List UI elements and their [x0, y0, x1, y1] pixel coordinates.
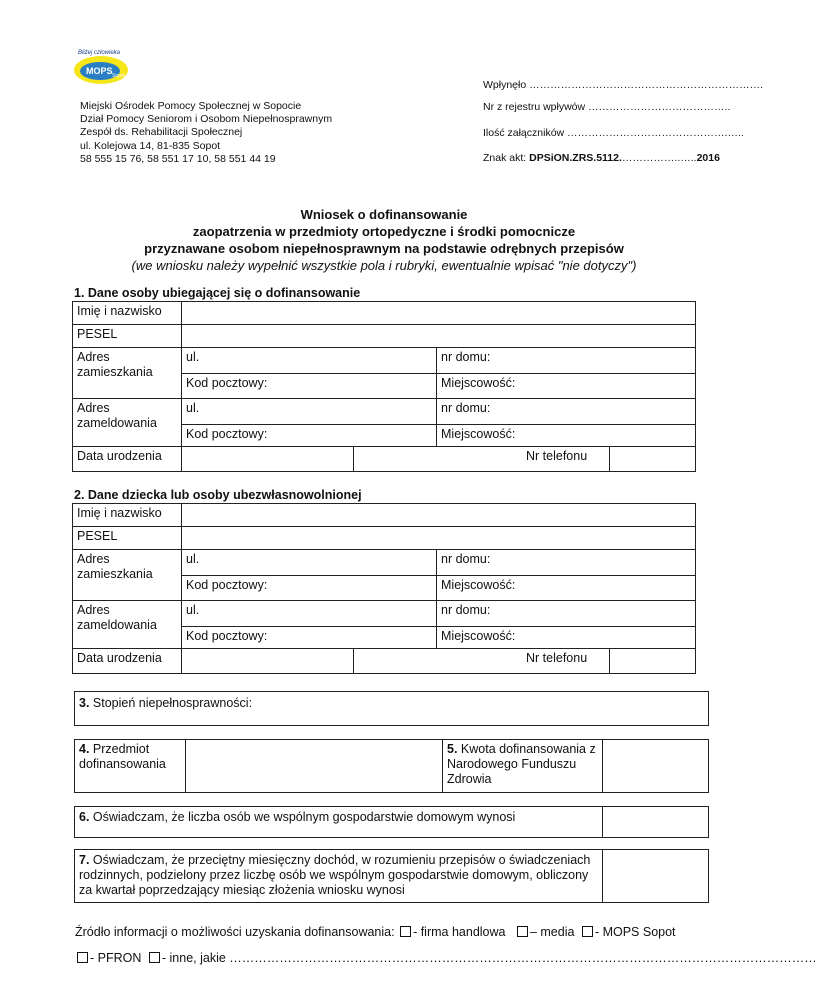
- income-row: [74, 849, 709, 903]
- household-size-row: [74, 806, 709, 838]
- info-source-label: Źródło informacji o możliwości uzyskania dofinansowania:: [75, 925, 395, 939]
- postal-code-input[interactable]: Kod pocztowy:: [182, 627, 437, 649]
- city-input[interactable]: Miejscowość:: [437, 425, 696, 447]
- phone-input[interactable]: [610, 447, 696, 472]
- checkbox-other[interactable]: [149, 952, 160, 963]
- title-line: przyznawane osobom niepełnosprawnym na podstawie odrębnych przepisów: [144, 241, 624, 256]
- section-number: 4.: [79, 742, 90, 756]
- file-dots: ……………..…..: [621, 152, 697, 164]
- info-source-line1: [75, 925, 715, 939]
- file-prefix: Znak akt:: [483, 152, 530, 164]
- registered-address-label: Adres zameldowania: [73, 601, 182, 649]
- subsidy-item-row: [74, 739, 709, 793]
- section-label: Przedmiot dofinansowania: [79, 742, 166, 771]
- postal-code-input[interactable]: Kod pocztowy:: [182, 425, 437, 447]
- option-label: - PFRON: [90, 951, 142, 965]
- title-line: Wniosek o dofinansowanie: [300, 207, 468, 222]
- checkbox-firma[interactable]: [400, 926, 411, 937]
- income-label: [79, 853, 595, 898]
- file-year: 2016: [696, 152, 720, 164]
- household-size-label: [79, 810, 599, 825]
- residence-address-label: Adres zamieszkania: [73, 348, 182, 399]
- postal-code-input[interactable]: Kod pocztowy:: [182, 374, 437, 399]
- phone-label: Nr telefonu: [354, 649, 610, 674]
- city-input[interactable]: Miejscowość:: [437, 576, 696, 601]
- institution-line: Dział Pomocy Seniorom i Osobom Niepełnosprawnym: [80, 113, 333, 126]
- svg-text:Sopot: Sopot: [112, 73, 126, 79]
- section-label: Stopień niepełnosprawności:: [89, 696, 253, 710]
- divider: [442, 740, 443, 792]
- street-input[interactable]: ul.: [182, 601, 437, 627]
- street-input[interactable]: ul.: [182, 550, 437, 576]
- institution-line: Zespół ds. Rehabilitacji Społecznej: [80, 126, 243, 139]
- postal-code-input[interactable]: Kod pocztowy:: [182, 576, 437, 601]
- pesel-input[interactable]: [182, 527, 696, 550]
- institution-line: 58 555 15 76, 58 551 17 10, 58 551 44 19: [80, 152, 276, 165]
- name-label: Imię i nazwisko: [73, 302, 182, 325]
- institution-line: ul. Kolejowa 14, 81-835 Sopot: [80, 139, 221, 152]
- checkbox-mops[interactable]: [582, 926, 593, 937]
- residence-address-label: Adres zamieszkania: [73, 550, 182, 601]
- option-label: – media: [529, 925, 575, 939]
- name-input[interactable]: [182, 302, 696, 325]
- file-reference[interactable]: [483, 152, 720, 164]
- registered-address-label: Adres zameldowania: [73, 399, 182, 447]
- file-code: DPSiON.ZRS.5112.: [529, 152, 622, 164]
- city-input[interactable]: Miejscowość:: [437, 627, 696, 649]
- birth-date-label: Data urodzenia: [73, 447, 182, 472]
- section2-heading: 2. Dane dziecka lub osoby ubezwłasnowolnionej: [74, 488, 362, 502]
- section-label: Oświadczam, że liczba osób we wspólnym gospodarstwie domowym wynosi: [89, 810, 516, 824]
- disability-degree-box[interactable]: [74, 691, 709, 726]
- income-input[interactable]: [603, 850, 708, 902]
- nfz-amount-input[interactable]: [603, 740, 708, 792]
- house-number-input[interactable]: nr domu:: [437, 348, 696, 374]
- register-number-field[interactable]: Nr z rejestru wpływów …………………………………..: [483, 101, 731, 113]
- section-number: 6.: [79, 810, 90, 824]
- section-label: Kwota dofinansowania z Narodowego Funduszu Zdrowia: [447, 742, 596, 786]
- pesel-label: PESEL: [73, 325, 182, 348]
- house-number-input[interactable]: nr domu:: [437, 399, 696, 425]
- title-instruction: (we wniosku należy wypełnić wszystkie pola i rubryki, ewentualnie wpisać "nie dotyczy"): [131, 258, 637, 273]
- svg-text:Bliżej człowieka: Bliżej człowieka: [78, 50, 121, 56]
- section2-table: [72, 503, 696, 674]
- institution-address: [80, 100, 332, 166]
- option-label: - MOPS Sopot: [594, 925, 676, 939]
- pesel-label: PESEL: [73, 527, 182, 550]
- checkbox-media[interactable]: [517, 926, 528, 937]
- street-input[interactable]: ul.: [182, 348, 437, 374]
- birth-date-input[interactable]: [182, 649, 354, 674]
- section1-heading: 1. Dane osoby ubiegającej się o dofinansowanie: [74, 286, 361, 300]
- subsidy-item-input[interactable]: [186, 740, 442, 792]
- name-label: Imię i nazwisko: [73, 504, 182, 527]
- received-field[interactable]: Wpłynęło ………………………………………………………….: [483, 79, 764, 91]
- info-source-line2: [75, 951, 817, 965]
- section1-table: [72, 301, 696, 472]
- house-number-input[interactable]: nr domu:: [437, 601, 696, 627]
- birth-date-input[interactable]: [182, 447, 354, 472]
- city-input[interactable]: Miejscowość:: [437, 374, 696, 399]
- section-number: 5.: [447, 742, 458, 756]
- form-title: [60, 206, 708, 274]
- checkbox-pfron[interactable]: [77, 952, 88, 963]
- institution-line: Miejski Ośrodek Pomocy Społecznej w Sopocie: [80, 100, 302, 112]
- svg-text:MOPS: MOPS: [86, 66, 113, 76]
- name-input[interactable]: [182, 504, 696, 527]
- nfz-amount-label: [447, 742, 599, 787]
- house-number-input[interactable]: nr domu:: [437, 550, 696, 576]
- phone-label: Nr telefonu: [354, 447, 610, 472]
- mops-logo: [70, 44, 136, 86]
- attachments-field[interactable]: Ilość załączników ……………………………………….…..: [483, 127, 744, 139]
- disability-degree-label: [79, 696, 252, 711]
- household-size-input[interactable]: [603, 807, 708, 837]
- other-source-input[interactable]: - inne, jakie ……………………………………………………………………………………………………………………………: [161, 951, 817, 965]
- birth-date-label: Data urodzenia: [73, 649, 182, 674]
- title-line: zaopatrzenia w przedmioty ortopedyczne i środki pomocnicze: [192, 224, 576, 239]
- pesel-input[interactable]: [182, 325, 696, 348]
- section-number: 3.: [79, 696, 90, 710]
- phone-input[interactable]: [610, 649, 696, 674]
- subsidy-item-label: [79, 742, 181, 772]
- section-label: Oświadczam, że przeciętny miesięczny dochód, w rozumieniu przepisów o świadczeniach rodzinnych, podzielony przez liczbę osób we wspólnym gospodarstwie domowym, obliczony za kwartał poprzedzający miesiąc złożenia wniosku wynosi: [79, 853, 591, 897]
- option-label: - firma handlowa: [413, 925, 506, 939]
- section-number: 7.: [79, 853, 90, 867]
- street-input[interactable]: ul.: [182, 399, 437, 425]
